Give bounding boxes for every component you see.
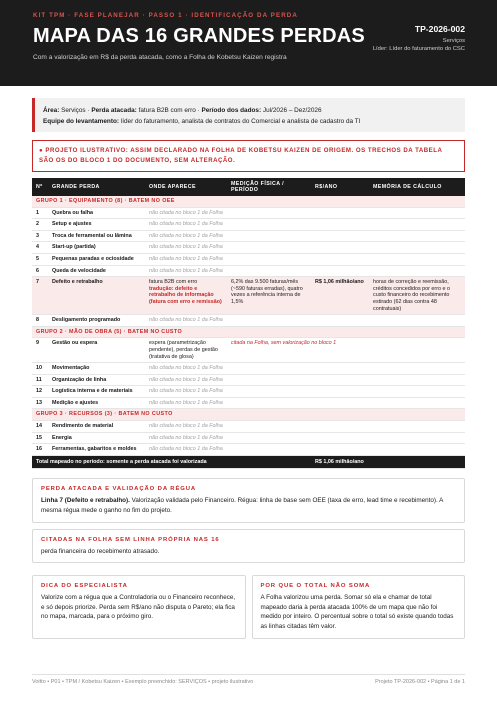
col-header-where: ONDE APARECE [145,178,227,196]
loss-name: Pequenas paradas e ociosidade [48,253,145,265]
card-title: CITADAS NA FOLHA SEM LINHA PRÓPRIA NAS 16 [41,536,220,543]
row-number: 14 [32,421,48,433]
col-header-rs: R$/ANO [311,178,369,196]
card-title: PERDA ATACADA E VALIDAÇÃO DA RÉGUA [41,486,197,493]
not-cited: não citada no bloco 1 da Folha [145,253,227,265]
footer-right: Projeto TP-2026-002 • Página 1 de 1 [375,679,465,685]
table-row [32,315,465,327]
loss-name: Quebra ou falha [48,207,145,219]
loss-name: Organização de linha [48,374,145,386]
header-area: Serviços [442,38,465,44]
table-row [32,230,465,242]
card-body [41,496,456,515]
not-cited: não citada no bloco 1 da Folha [145,432,227,444]
table-row [32,207,465,219]
card-lead: Linha 7 (Defeito e retrabalho). [41,497,130,505]
not-cited: não citada no bloco 1 da Folha [145,363,227,375]
not-cited: não citada no bloco 1 da Folha [145,242,227,254]
loss-name: Ferramentas, gabaritos e moldes [48,444,145,456]
header-leader: Líder: Líder do faturamento do CSC [372,46,465,52]
group-row [32,409,465,421]
not-cited: não citada no bloco 1 da Folha [145,444,227,456]
loss-name: Queda de velocidade [48,265,145,277]
header-meta [373,24,465,52]
col-header-phys: MEDIÇÃO FÍSICA / PERÍODO [227,178,311,196]
loss-name: Medição e ajustes [48,397,145,409]
total-label: Total mapeado no período: somente a perda atacada foi valorizada [32,455,311,469]
table-row [32,253,465,265]
losses-table [32,178,465,469]
table-row [32,397,465,409]
group-label: GRUPO 1 · EQUIPAMENTO (8) · BATEM NO OEE [32,196,465,207]
row-number: 1 [32,207,48,219]
group-row [32,196,465,207]
loss-name: Start-up (partida) [48,242,145,254]
table-row [32,421,465,433]
cited-no-line-card [32,529,465,564]
table-header-row [32,178,465,196]
validated-loss-card [32,478,465,522]
loss-name: Rendimento de material [48,421,145,433]
total-row [32,455,465,469]
cited-no-value: citada na Folha, sem valorização no bloco 1 [227,338,369,363]
project-meta-box [32,98,465,132]
row-number: 3 [32,230,48,242]
group-row [32,326,465,338]
card-body: A Folha valorizou uma perda. Somar só ela e chamar de total mapeado daria à perda atacada 100% de um mapa que não foi medido por inteiro. O percentual sobre o total só existe quando todas as linhas citadas têm valor. [260,594,454,630]
why-total-card [252,575,466,638]
not-cited: não citada no bloco 1 da Folha [145,265,227,277]
period-value: Jul/2026 – Dez/2026 [262,107,322,114]
group-label: GRUPO 2 · MÃO DE OBRA (5) · BATEM NO CUSTO [32,326,465,338]
loss-name: Defeito e retrabalho [48,277,145,315]
card-body: Valorize com a régua que a Controladoria ou o Financeiro reconhece, e só depois priorize. Perda sem R$/ano não disputa o Pareto; ela fica no mapa, marcada, para o próximo giro. [41,594,236,621]
where-text: fatura B2B com erro [149,279,198,286]
not-cited: não citada no bloco 1 da Folha [145,386,227,398]
card-body: perda financeira do recebimento atrasado. [41,547,160,555]
loss-name: Gestão ou espera [48,338,145,363]
meta-line-2 [43,116,457,127]
loss-label: Perda atacada: [91,107,137,114]
table-row [32,265,465,277]
meta-line-1: Área: Serviços · Perda atacada: fatura B2B com erro · Período dos dados: Jul/2026 – Dez/2026 [43,107,322,114]
footer-left: Voitto • P01 • TPM / Kobetsu Kaizen • Exemplo preenchido: SERVIÇOS • projeto ilustrativo [32,679,254,685]
card-title: DICA DO ESPECIALISTA [41,583,128,590]
loss-name: Logística interna e de materiais [48,386,145,398]
page-subtitle: Com a valorização em R$ da perda atacada, como a Folha de Kobetsu Kaizen registra [33,54,287,61]
row-number: 4 [32,242,48,254]
row-number: 2 [32,219,48,231]
table-row [32,363,465,375]
table-row-attacked [32,277,465,315]
page-footer [32,679,465,685]
where-translation: tradução: defeito e retrabalho de informação (fatura com erro e remissão) [149,285,222,305]
row-number: 12 [32,386,48,398]
period-label: Período dos dados: [201,107,262,114]
table-row [32,338,465,363]
row-number: 10 [32,363,48,375]
team-label: Equipe do levantamento: [43,118,119,125]
card-title: POR QUE O TOTAL NÃO SOMA [260,583,371,590]
table-row [32,444,465,456]
area-value: Serviços [61,107,86,114]
loss-name: Movimentação [48,363,145,375]
row-number: 16 [32,444,48,456]
footer-divider [32,674,465,675]
page-title: MAPA DAS 16 GRANDES PERDAS [33,25,365,47]
calculation-memory: horas de correção e reemissão, créditos concedidos por erro e o custo financeiro do recebimento estirado (62 dias contra 48 contratuais) [369,277,465,315]
not-cited: não citada no bloco 1 da Folha [145,219,227,231]
row-number: 7 [32,277,48,315]
annual-value: R$ 1,06 milhão/ano [311,277,369,315]
team-value: líder do faturamento, analista de contratos do Comercial e analista de cadastro da TI [120,118,361,125]
row-number: 11 [32,374,48,386]
row-number: 15 [32,432,48,444]
doc-code: TP-2026-002 [414,24,465,34]
physical-measure: 6,2% das 9.500 faturas/mês (~590 faturas erradas), quatro vezes a referência interna de 1,5% [227,277,311,315]
row-number: 8 [32,315,48,327]
row-number: 5 [32,253,48,265]
loss-value: fatura B2B com erro [138,107,196,114]
row-number: 6 [32,265,48,277]
table-row [32,432,465,444]
bottom-cards [32,575,465,638]
col-header-calc: MEMÓRIA DE CÁLCULO [369,178,465,196]
total-value: R$ 1,06 milhão/ano [311,455,465,469]
card-text: Valorização validada pelo Financeiro. Régua: linha de base sem OEE (taxa de erro, lead time e recebimento). A mesma régua mede o ganho no fim do projeto. [41,497,444,515]
table-row [32,242,465,254]
expert-tip-card [32,575,246,638]
not-cited: não citada no bloco 1 da Folha [145,230,227,242]
area-label: Área: [43,107,60,114]
col-header-loss: GRANDE PERDA [48,178,145,196]
kicker: KIT TPM · FASE PLANEJAR · PASSO 1 · IDENTIFICAÇÃO DA PERDA [33,12,298,19]
group-label: GRUPO 3 · RECURSOS (3) · BATEM NO CUSTO [32,409,465,421]
loss-name: Energia [48,432,145,444]
not-cited: não citada no bloco 1 da Folha [145,397,227,409]
page-header [0,0,497,86]
col-header-num: Nº [32,178,48,196]
not-cited: não citada no bloco 1 da Folha [145,315,227,327]
where-appears: espera (parametrização pendente), perdas de gestão (tratativa de glosa) [145,338,227,363]
loss-name: Setup e ajustes [48,219,145,231]
table-row [32,374,465,386]
row-number: 13 [32,397,48,409]
not-cited: não citada no bloco 1 da Folha [145,421,227,433]
not-cited: não citada no bloco 1 da Folha [145,374,227,386]
table-row [32,386,465,398]
row-number: 9 [32,338,48,363]
table-row [32,219,465,231]
not-cited: não citada no bloco 1 da Folha [145,207,227,219]
where-appears [145,277,227,315]
loss-name: Desligamento programado [48,315,145,327]
illustrative-warning: ● PROJETO ILUSTRATIVO: ASSIM DECLARADO NA FOLHA DE KOBETSU KAIZEN DE ORIGEM. OS TRECHOS DA TABELA SÃO OS DO BLOCO 1 DO DOCUMENTO, SEM ALTERAÇÃO. [32,140,465,172]
loss-name: Troca de ferramental ou lâmina [48,230,145,242]
